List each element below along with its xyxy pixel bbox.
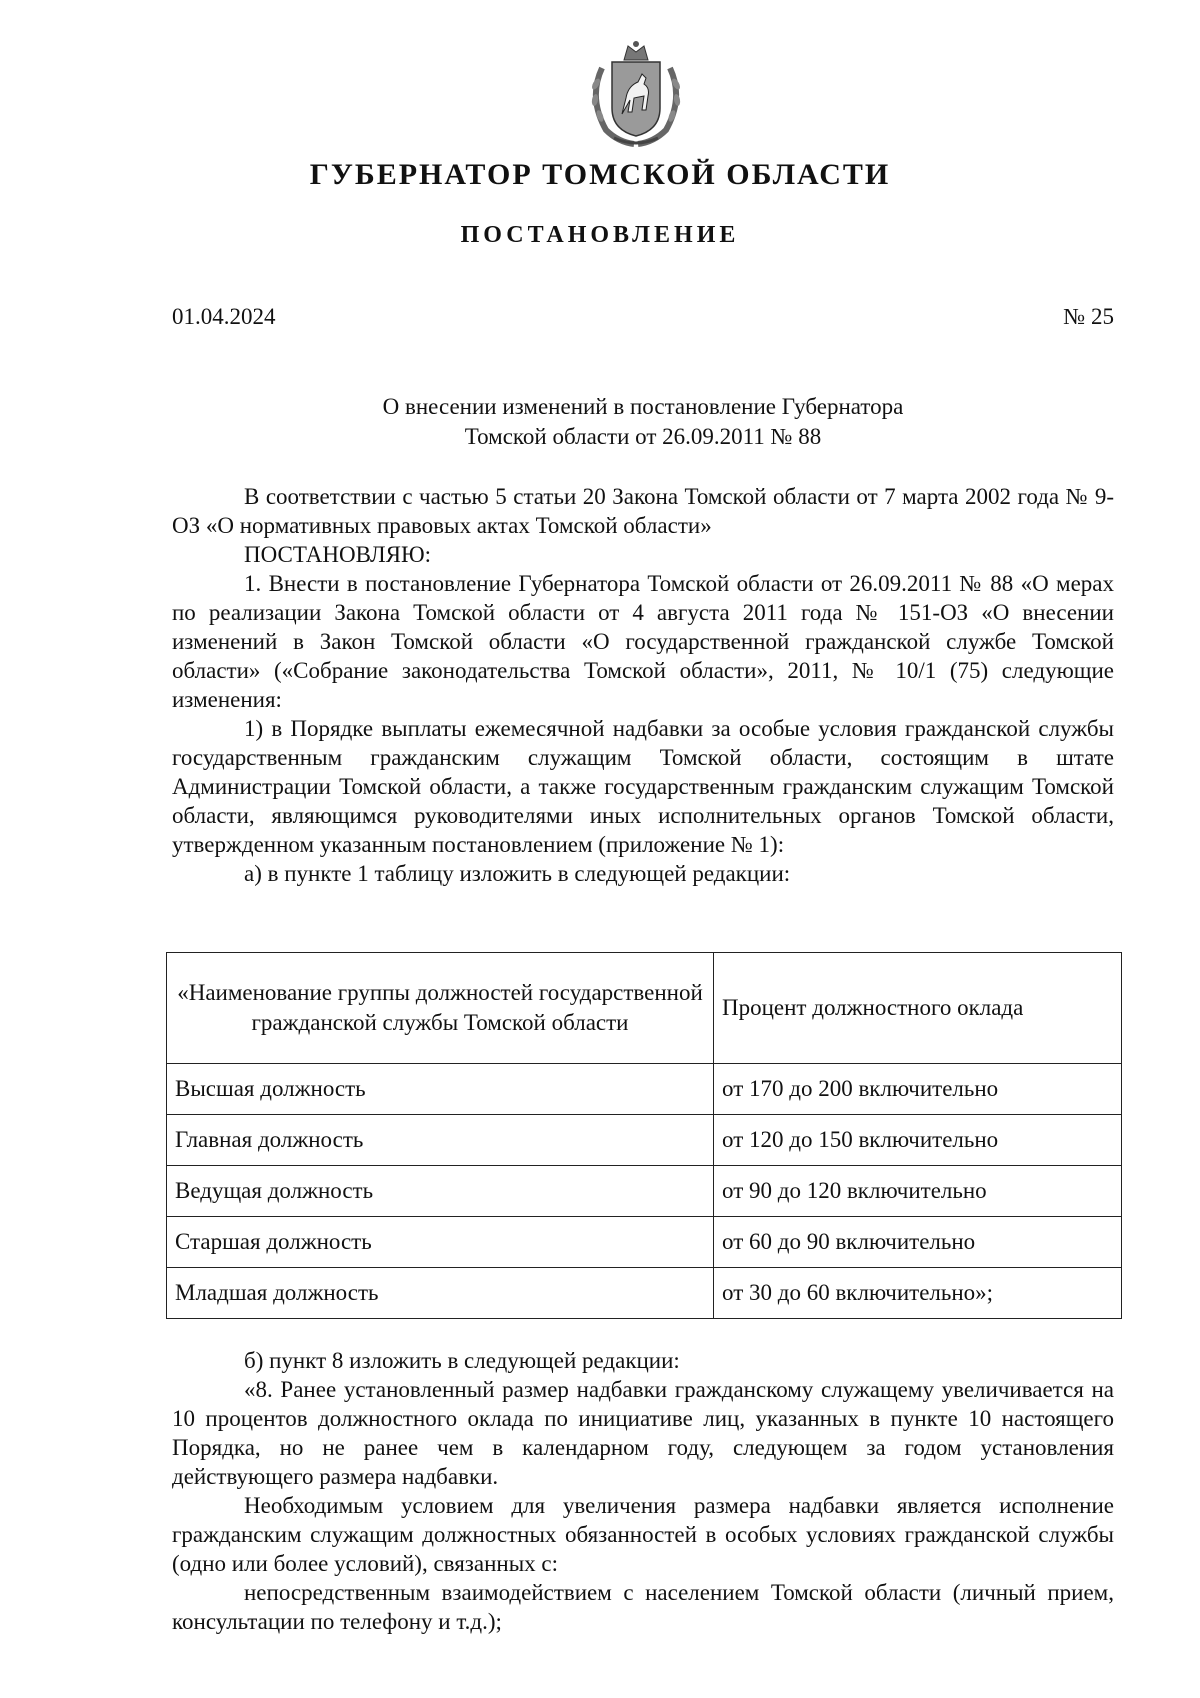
document-body-continued bbox=[172, 1346, 1114, 1636]
table-row bbox=[167, 1064, 1122, 1115]
document-number: № 25 bbox=[1063, 304, 1114, 329]
document-subject bbox=[172, 392, 1114, 452]
document-meta bbox=[172, 304, 1114, 330]
resolve-paragraph: ПОСТАНОВЛЯЮ: bbox=[244, 542, 432, 567]
table-cell: от 170 до 200 включительно bbox=[714, 1064, 1122, 1115]
tomsk-region-coat-of-arms-icon bbox=[584, 38, 688, 150]
document-type: ПОСТАНОВЛЕНИЕ bbox=[460, 222, 740, 248]
table-cell: Ведущая должность bbox=[167, 1166, 714, 1217]
preamble-paragraph: В соответствии с частью 5 статьи 20 Закона Томской области от 7 марта 2002 года № 9-ОЗ «О нормативных правовых актах Томской области» bbox=[172, 484, 1114, 538]
item-b-paragraph: б) пункт 8 изложить в следующей редакции: bbox=[244, 1348, 680, 1373]
document-date: 01.04.2024 bbox=[172, 304, 276, 329]
table-cell: от 90 до 120 включительно bbox=[714, 1166, 1122, 1217]
table-cell: Высшая должность bbox=[167, 1064, 714, 1115]
subject-line: Томской области от 26.09.2011 № 88 bbox=[464, 424, 822, 449]
table-cell: Старшая должность bbox=[167, 1217, 714, 1268]
point-8-paragraph: «8. Ранее установленный размер надбавки гражданскому служащему увеличивается на 10 процентов должностного оклада по инициативе лиц, указанных в пункте 10 настоящего Порядка, но не ранее чем в календарном году, следующем за годом установления действующего размера надбавки. bbox=[172, 1377, 1114, 1489]
table-cell: от 30 до 60 включительно»; bbox=[714, 1268, 1122, 1319]
table-row bbox=[167, 1217, 1122, 1268]
position-groups-table bbox=[166, 952, 1122, 1319]
table-cell: Младшая должность bbox=[167, 1268, 714, 1319]
item-1-paragraph: 1. Внести в постановление Губернатора Томской области от 26.09.2011 № 88 «О мерах по реализации Закона Томской области от 4 августа 2011 года № 151-ОЗ «О внесении изменений в Закон Томской области «О государственной гражданской службе Томской области» («Собрание законодательства Томской области», 2011, № 10/1 (75) следующие изменения: bbox=[172, 571, 1114, 712]
table-header-cell: Процент должностного оклада bbox=[714, 953, 1122, 1064]
table-cell: от 60 до 90 включительно bbox=[714, 1217, 1122, 1268]
table-header-cell: «Наименование группы должностей государственной гражданской службы Томской области bbox=[167, 953, 714, 1064]
item-a-paragraph: а) в пункте 1 таблицу изложить в следующей редакции: bbox=[244, 861, 791, 886]
table-row bbox=[167, 1166, 1122, 1217]
table-cell: от 120 до 150 включительно bbox=[714, 1115, 1122, 1166]
subject-line: О внесении изменений в постановление Губернатора bbox=[382, 394, 904, 419]
table-header-row bbox=[167, 953, 1122, 1064]
table-row bbox=[167, 1268, 1122, 1319]
point-8-condition-paragraph: Необходимым условием для увеличения размера надбавки является исполнение гражданским служащим должностных обязанностей в особых условиях гражданской службы (одно или более условий), связанных с: bbox=[172, 1493, 1114, 1576]
item-1-1-paragraph: 1) в Порядке выплаты ежемесячной надбавки за особые условия гражданской службы государственным гражданским служащим Томской области, состоящим в штате Администрации Томской области, а также государственным гражданским служащим Томской области, являющимся руководителями иных исполнительных органов Томской области, утвержденном указанным постановлением (приложение № 1): bbox=[172, 716, 1114, 857]
organization-title: ГУБЕРНАТОР ТОМСКОЙ ОБЛАСТИ bbox=[309, 158, 891, 191]
table-cell: Главная должность bbox=[167, 1115, 714, 1166]
document-body bbox=[172, 482, 1114, 888]
table-row bbox=[167, 1115, 1122, 1166]
point-8-condition-item: непосредственным взаимодействием с населением Томской области (личный прием, консультации по телефону и т.д.); bbox=[172, 1580, 1114, 1634]
